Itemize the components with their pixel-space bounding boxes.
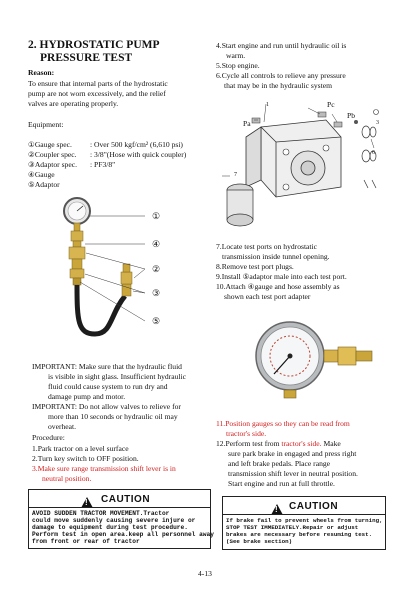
step-line: 9.Install ⑤adaptor male into each test port. [216,272,347,281]
callout-1: ① [152,211,161,221]
procedure-step: 1.Park tractor on a level surface [32,444,129,453]
important-line: more than 10 seconds or hydraulic oil may [48,412,178,421]
important-line: is visible in sight glass. Insufficient hydraulic [48,372,187,381]
pump-label-1: 1 [266,102,269,108]
callout-2: ② [152,264,161,274]
page-number: 4-13 [198,569,212,578]
important-line: overheat. [48,422,77,431]
pump-label-3: 3 [376,120,379,126]
step-line: 8.Remove test port plugs. [216,262,294,271]
procedure-step: neutral position. [42,474,92,483]
caution-line: could move suddenly causing severe injure or [32,517,196,524]
warning-triangle-icon: ! [81,493,93,511]
pump-label-pc: Pc [327,100,335,109]
step-line: 6.Cycle all controls to relieve any pressure [216,71,346,80]
section-title-line2: PRESSURE TEST [40,52,133,64]
pump-label-pa: Pa [243,119,251,128]
callout-4: ④ [152,239,161,249]
pump-label-7: 7 [234,172,237,178]
procedure-step: 3.Make sure range transmission shift lever is in [32,464,176,473]
equipment-spec: : PF3/8" [90,160,116,169]
section-title-line1: 2. HYDROSTATIC PUMP [28,39,160,51]
important-line: fluid could cause system to run dry and [48,382,168,391]
step-line: transmission inside tunnel opening. [222,252,330,261]
reason-line: To ensure that internal parts of the hydrostatic [28,79,168,88]
equipment-item: ⑤Adaptor [28,180,60,189]
equipment-item: ④Gauge [28,170,55,179]
pump-label-pb: Pb [347,111,356,120]
step-line: 7.Locate test ports on hydrostatic [216,242,318,251]
equipment-label: Equipment: [28,120,64,129]
caution-line: (See brake section) [226,538,293,545]
equipment-spec: : Over 500 kgf/cm² (6,610 psi) [90,140,183,149]
equipment-spec: : 3/8"(Hose with quick coupler) [90,150,187,159]
equipment-item: ③Adaptor spec. [28,160,77,169]
step-line: 5.Stop engine. [216,61,260,70]
callout-3: ③ [152,288,161,298]
gauge-hose-assembly-illustration [50,196,190,346]
pump-label-6: 6 [372,150,375,156]
important-line: IMPORTANT: Do not allow valves to relieve for [32,402,181,411]
important-line: IMPORTANT: Make sure that the hydraulic fluid [32,362,182,371]
caution-title: CAUTION [101,494,151,505]
caution-line: brakes are necessary before resuming test. [226,531,373,538]
callout-5: ⑤ [152,316,161,326]
procedure-step: 2.Turn key switch to OFF position. [32,454,139,463]
step-line: sure park brake in engaged and press right [228,449,357,458]
equipment-item: ②Coupler spec. [28,150,77,159]
step-line: that may be in the hydraulic system [224,81,332,90]
step-line: warm. [226,51,246,60]
step-line: and left brake pedals. Place range [228,459,331,468]
step-12-line1: 12.Perform test from tractor's side. Make [216,439,341,448]
reason-label: Reason: [28,68,55,77]
step-line: shown each test port adapter [224,292,311,301]
equipment-item: ①Gauge spec. [28,140,72,149]
caution-line: STOP TEST IMMEDIATELY.Repair or adjust [226,524,359,531]
step-line: transmission shift lever in neutral position. [228,469,358,478]
step-11-line2: tractor's side. [226,429,267,438]
step-11-line1: 11.Position gauges so they can be read from [216,419,350,428]
caution-box-left [28,489,214,549]
reason-line: valves are operating properly. [28,99,119,108]
step-line: 10.Attach ④gauge and hose assembly as [216,282,340,291]
step-line: 4.Start engine and run until hydraulic oil is [216,41,347,50]
caution-title: CAUTION [289,501,339,512]
procedure-label: Procedure: [32,433,65,442]
caution-line: from front or rear of tractor [32,538,140,545]
important-line: damage pump and motor. [48,392,126,401]
step-line: Start engine and run at full throttle. [228,479,335,488]
pressure-gauge-photo [240,314,380,409]
warning-triangle-icon: ! [271,500,283,518]
caution-line: AVOID SUDDEN TRACTOR MOVEMENT.Tractor [32,510,170,517]
hydrostatic-pump-illustration [216,92,391,237]
reason-line: pump are not worn excessively, and the relief [28,89,166,98]
caution-line: Perform test in open area.keep all personnel away [32,531,214,538]
caution-line: damage to equipment during test procedure. [32,524,188,531]
caution-line: If brake fail to prevent wheels from turning, [226,517,383,524]
caution-box-right [222,496,386,550]
